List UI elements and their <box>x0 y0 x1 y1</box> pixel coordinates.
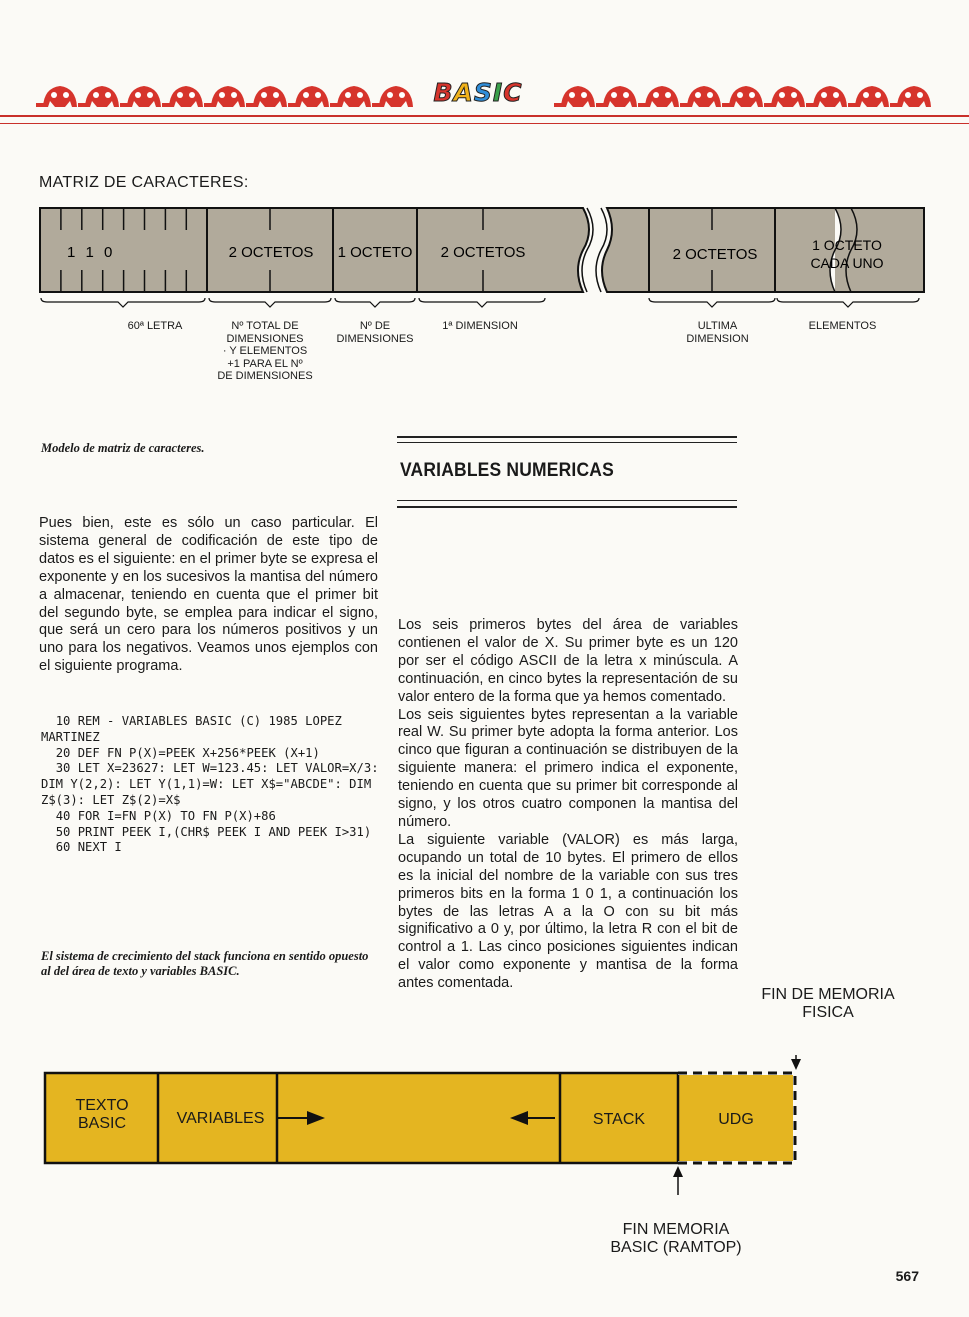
matrix-brace <box>777 298 919 307</box>
logo-letter: C <box>503 78 523 107</box>
block-variables: VARIABLES <box>176 1110 265 1127</box>
invader-ornament <box>162 86 203 107</box>
invader-ornament <box>638 86 679 107</box>
section-header <box>397 436 737 511</box>
paragraph-w: Los seis siguientes bytes representan a la variable real W. Su primer byte adopta la forma anterior. Los cinco que figuran a continuación se distribuyen de la siguiente manera: el primero indica el exponente, teniendo en cuenta que su primer bit corresponde al signo, y los otros cuatro componen la mantisa del número. <box>398 706 738 830</box>
header-rule-top <box>0 115 969 117</box>
section-rule <box>397 500 737 501</box>
cell-text-line: CADA UNO <box>810 255 884 271</box>
label-primera-dimension: 1ª DIMENSION <box>442 320 518 332</box>
invader-ornament <box>204 86 245 107</box>
matrix-brace <box>209 298 331 307</box>
left-paragraph: Pues bien, este es sólo un caso particular. El sistema general de codificación de este tipo de datos es el siguiente: en el primer byte se expresa el exponente y en los sucesivos la mantisa del número a almacenar, teniendo en cuenta que el primer bit del segundo byte, se emplea para indicar el signo, que será un cero para los números positivos y un uno para los negativos. Veamos unos ejemplos con el siguiente programa. <box>39 515 378 675</box>
label-num-dimensiones: Nº DE DIMENSIONES <box>336 320 414 345</box>
cell-1-octeto: 1 OCTETO <box>337 244 413 261</box>
invader-ornament <box>848 86 889 107</box>
header-rule-bottom <box>0 123 969 124</box>
logo-letter: S <box>473 78 493 107</box>
label-60-letra: 60ª LETRA <box>127 320 183 332</box>
cell-text-line: 1 OCTETO <box>812 237 882 253</box>
matrix-brace <box>649 298 775 307</box>
invader-ornament <box>78 86 119 107</box>
invader-ornament <box>722 86 763 107</box>
logo-letter: I <box>492 78 504 107</box>
matrix-brace <box>335 298 415 307</box>
label-fin-memoria-fisica: FIN DE MEMORIA FISICA <box>761 986 895 1021</box>
invader-ornament <box>764 86 805 107</box>
section-rule <box>397 442 737 443</box>
page-number: 567 <box>895 1268 919 1284</box>
invader-ornament <box>806 86 847 107</box>
invader-ornament <box>554 86 595 107</box>
matrix-title: MATRIZ DE CARACTERES: <box>39 174 249 191</box>
matrix-diagram <box>35 200 935 310</box>
invader-ornament <box>680 86 721 107</box>
page-header <box>0 0 969 135</box>
logo-letter: A <box>453 78 474 107</box>
paragraph-x: Los seis primeros bytes del área de variables contienen el valor de X. Su primer byte es un 120 por ser el código ASCII de la letra x minúscula. A continuación, en cinco bytes la representación de su valor entero de la forma que ya hemos comentado. <box>398 617 738 705</box>
invader-ornament <box>120 86 161 107</box>
matrix-brace <box>41 298 205 307</box>
invader-ornament <box>246 86 287 107</box>
basic-logo <box>432 78 524 108</box>
cell-2-octetos-a: 2 OCTETOS <box>228 244 314 261</box>
logo-letter: B <box>433 78 454 107</box>
matrix-brace <box>419 298 545 307</box>
invader-ornament <box>372 86 413 107</box>
label-fin-memoria-basic: FIN MEMORIA BASIC (RAMTOP) <box>610 1221 742 1256</box>
invader-ornament <box>890 86 931 107</box>
ramtop-arrow-head <box>673 1166 683 1177</box>
label-total-dimensiones: Nº TOTAL DE DIMENSIONES · Y ELEMENTOS +1 PARA EL Nº DE DIMENSIONES <box>217 320 313 382</box>
cell-110: 1 1 0 <box>67 244 116 261</box>
invader-ornament <box>288 86 329 107</box>
cell-2-octetos-b: 2 OCTETOS <box>440 244 526 261</box>
label-elementos: ELEMENTOS <box>808 320 877 332</box>
invader-ornament <box>596 86 637 107</box>
basic-program-listing: 10 REM - VARIABLES BASIC (C) 1985 LOPEZ MARTINEZ 20 DEF FN P(X)=PEEK X+256*PEEK (X+1) 30 LET X=23627: LET W=123.45: LET VALOR=X/3: DIM Y(2,2): LET Y(1,1)=W: LET X$="ABCDE": DIM Z$(3): LET Z$(2)=X$ 40 FOR I=FN P(X) TO FN P(X)+86 50 PRINT PEEK I,(CHR$ PEEK I AND PEEK I>31) 60 NEXT I <box>41 714 379 855</box>
cell-2-octetos-c: 2 OCTETOS <box>672 246 758 263</box>
block-texto-basic: TEXTO BASIC <box>75 1097 129 1132</box>
section-title: VARIABLES NUMERICAS <box>400 460 614 481</box>
label-ultima-dimension: ULTIMA DIMENSION <box>686 320 749 345</box>
section-rule <box>397 436 737 438</box>
paragraph-valor: La siguiente variable (VALOR) es más larga, ocupando un total de 10 bytes. El primero de ellos es la inicial del nombre de la variable con sus tres primeros bits en la forma 1 0 1, a continuación los bytes de las letras A a la O con su bit más significativo a 0 y, por último, la letra R con el bit de control a 1. Las cinco posiciones siguientes indican el valor como exponente y mantisa de la forma antes comentada. <box>398 831 738 992</box>
block-stack: STACK <box>592 1111 646 1128</box>
right-column-text <box>398 617 738 993</box>
matrix-caption: Modelo de matriz de caracteres. <box>41 441 205 455</box>
invader-ornament <box>330 86 371 107</box>
block-udg: UDG <box>718 1111 754 1128</box>
section-rule <box>397 506 737 508</box>
fin-fisica-arrow-head <box>791 1059 801 1070</box>
stack-caption: El sistema de crecimiento del stack funciona en sentido opuesto al del área de texto y variables BASIC. <box>41 949 369 978</box>
invader-ornament <box>36 86 77 107</box>
